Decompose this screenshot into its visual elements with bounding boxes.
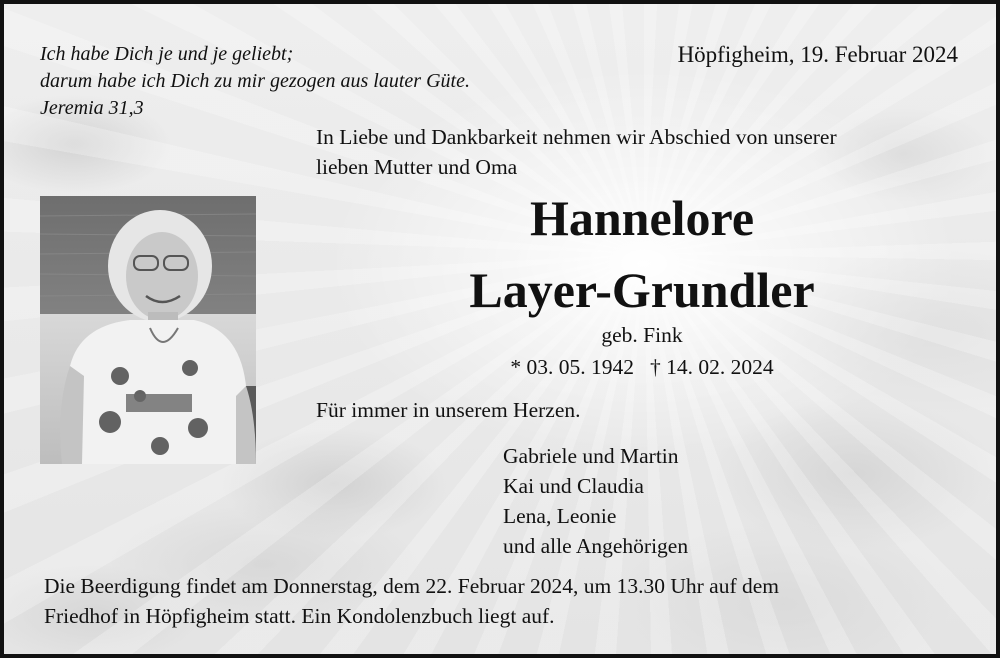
verse-line-2: darum habe ich Dich zu mir gezogen aus lauter Güte.	[40, 70, 470, 92]
funeral-line-2: Friedhof in Höpfigheim statt. Ein Kondolenzbuch liegt auf.	[44, 604, 555, 628]
intro-line-1: In Liebe und Dankbarkeit nehmen wir Abschied von unserer	[316, 125, 837, 149]
deceased-last-name: Layer-Grundler	[469, 262, 815, 318]
bible-verse	[40, 41, 470, 122]
verse-line-1: Ich habe Dich je und je geliebt;	[40, 43, 294, 65]
portrait-photo	[40, 196, 256, 464]
life-dates	[324, 355, 960, 380]
mourner-line: und alle Angehörigen	[503, 534, 689, 558]
funeral-info	[44, 571, 779, 631]
mourner-line: Kai und Claudia	[503, 474, 644, 498]
birth-date: * 03. 05. 1942	[510, 355, 634, 379]
deceased-first-name: Hannelore	[529, 190, 755, 246]
birth-name: geb. Fink	[601, 323, 683, 347]
intro-line-2: lieben Mutter und Oma	[316, 155, 518, 179]
funeral-line-1: Die Beerdigung findet am Donnerstag, dem 22. Februar 2024, um 13.30 Uhr auf dem	[44, 574, 780, 598]
mourners-list	[503, 441, 688, 561]
verse-reference: Jeremia 31,3	[40, 97, 144, 119]
place-and-date: Höpfigheim, 19. Februar 2024	[677, 42, 958, 67]
mourner-line: Lena, Leonie	[503, 504, 617, 528]
death-date: † 14. 02. 2024	[650, 355, 774, 379]
memorial-motto: Für immer in unserem Herzen.	[316, 398, 581, 422]
mourner-line: Gabriele und Martin	[503, 444, 679, 468]
intro-text	[316, 122, 837, 182]
